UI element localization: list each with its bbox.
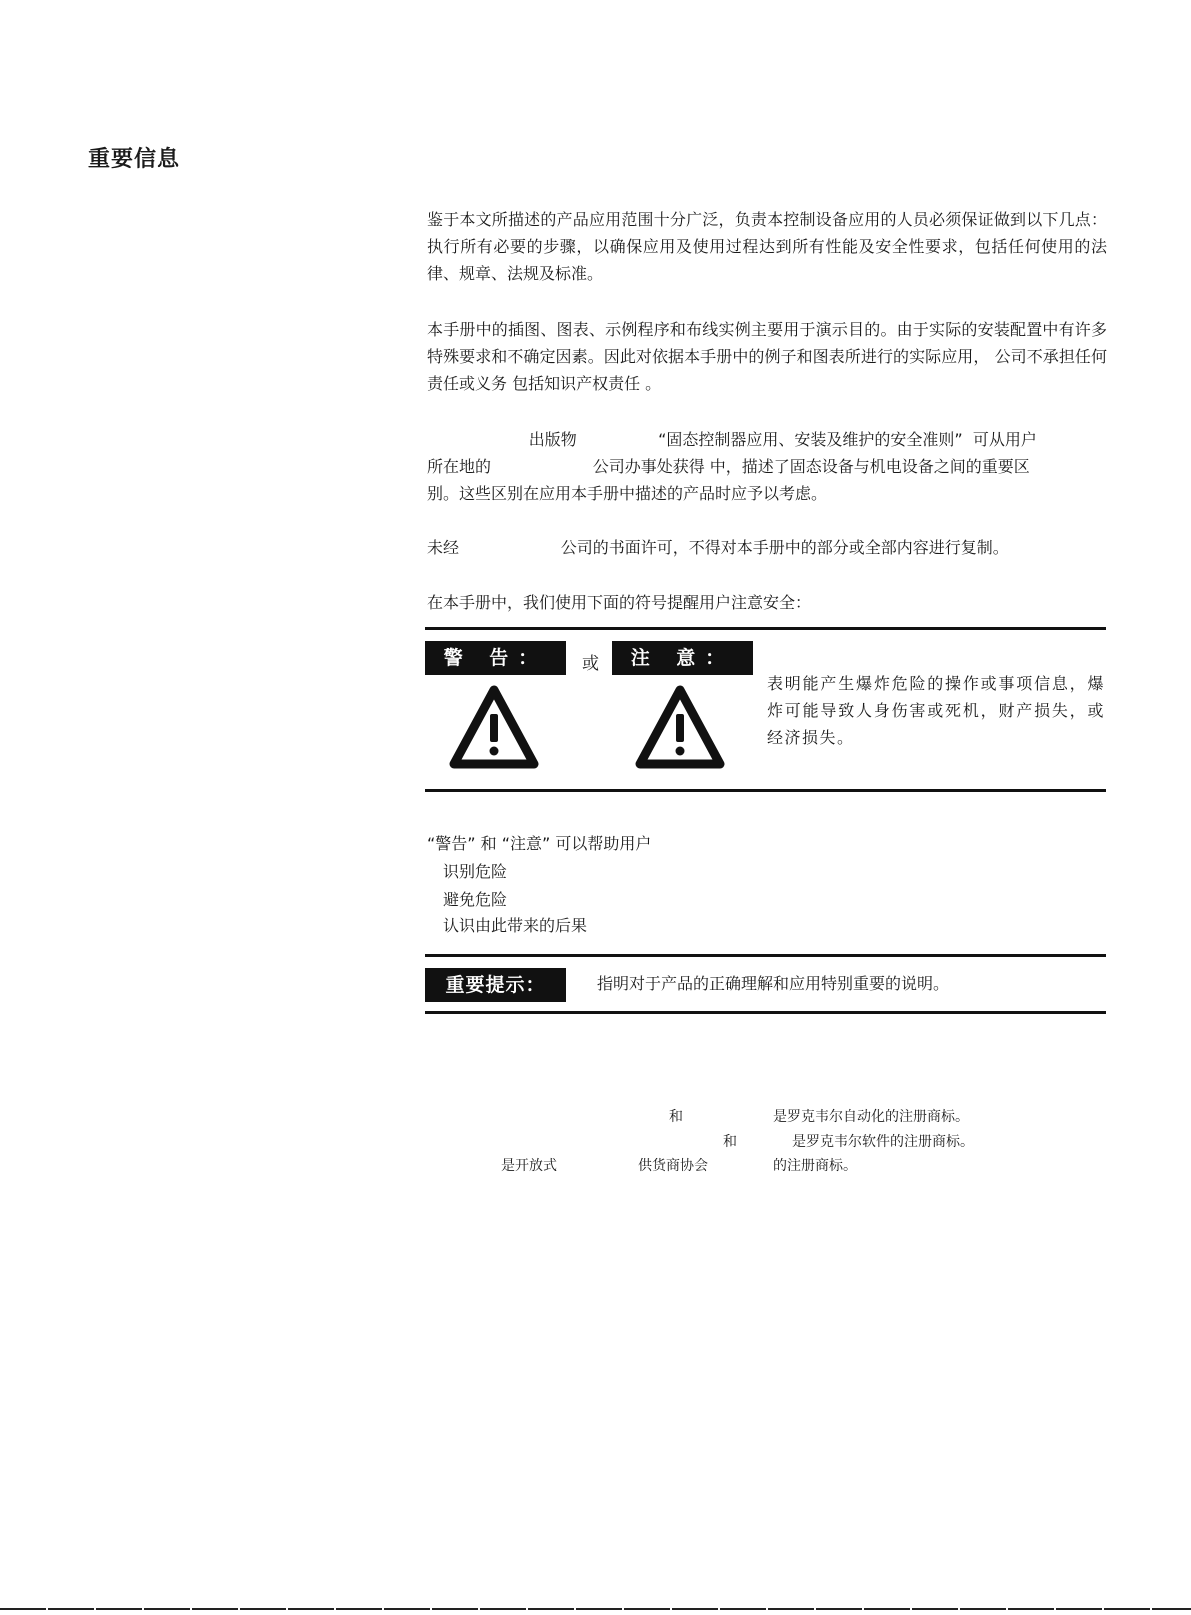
or-text: 或 — [582, 654, 599, 674]
help-list-item: 识别危险 — [443, 862, 508, 881]
paragraph-copyright: 未经 公司的书面许可，不得对本手册中的部分或全部内容进行复制。 — [427, 538, 1009, 557]
caution-label: 注 意： — [612, 641, 753, 675]
trademark-line1-and: 和 — [669, 1109, 683, 1125]
important-top-divider — [425, 954, 1106, 957]
paragraph-symbols-intro: 在本手册中，我们使用下面的符号提醒用户注意安全： — [427, 593, 812, 612]
warning-description: 表明能产生爆炸危险的操作或事项信息，爆炸可能导致人身伤害或死机，财产损失，或经济损失。 — [767, 674, 1105, 747]
trademark-line2-text: 是罗克韦尔软件的注册商标。 — [792, 1134, 974, 1150]
paragraph-publication-line-2: 所在地的 公司办事处获得 中，描述了固态设备与机电设备之间的重要区 — [427, 457, 1030, 476]
trademark-line3-text: 的注册商标。 — [773, 1158, 857, 1174]
trademark-line3-open: 是开放式 — [501, 1158, 557, 1174]
warning-triangle-icon — [446, 680, 542, 776]
important-label: 重要提示： — [425, 968, 566, 1002]
caution-triangle-icon — [632, 680, 728, 776]
paragraph-examples: 本手册中的插图、图表、示例程序和布线实例主要用于演示目的。由于实际的安装配置中有许多特殊要求和不确定因素。因此对依据本手册中的例子和图表所进行的实际应用， 公司不承担任何责任或义务 包括知识产权责任 。 — [427, 320, 1107, 393]
help-list-item: 避免危险 — [443, 890, 508, 909]
important-description: 指明对于产品的正确理解和应用特别重要的说明。 — [597, 974, 950, 993]
paragraph-scope: 鉴于本文所描述的产品应用范围十分广泛，负责本控制设备应用的人员必须保证做到以下几点：执行所有必要的步骤，以确保应用及使用过程达到所有性能及安全性要求，包括任何使用的法律、规章、法规及标准。 — [427, 210, 1107, 283]
trademark-line2-and: 和 — [723, 1134, 737, 1150]
important-bottom-divider — [425, 1011, 1106, 1014]
middle-divider — [425, 789, 1106, 792]
help-list-item: 认识由此带来的后果 — [443, 916, 588, 935]
paragraph-publication-line-3: 别。这些区别在应用本手册中描述的产品时应予以考虑。 — [427, 484, 828, 503]
help-list-intro: “警告” 和 “注意” 可以帮助用户 — [427, 834, 652, 853]
top-divider — [425, 627, 1106, 630]
page-title: 重要信息 — [88, 147, 181, 172]
warning-label: 警 告： — [425, 641, 566, 675]
trademark-line3-association: 供货商协会 — [638, 1158, 708, 1174]
footer-divider — [0, 1608, 1191, 1610]
paragraph-publication-line-1: 出版物 “固态控制器应用、安装及维护的安全准则” 可从用户 — [427, 430, 1037, 449]
trademark-line1-text: 是罗克韦尔自动化的注册商标。 — [773, 1109, 969, 1125]
